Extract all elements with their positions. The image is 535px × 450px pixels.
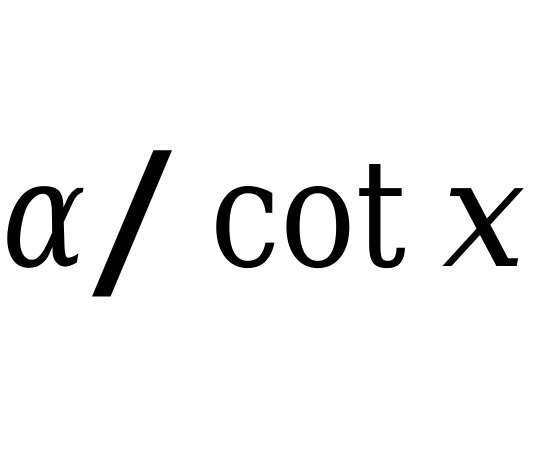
division-slash: / <box>92 115 173 322</box>
x-variable: x <box>442 128 526 302</box>
alpha-symbol: α <box>2 128 86 302</box>
cot-function: cot <box>210 128 406 302</box>
